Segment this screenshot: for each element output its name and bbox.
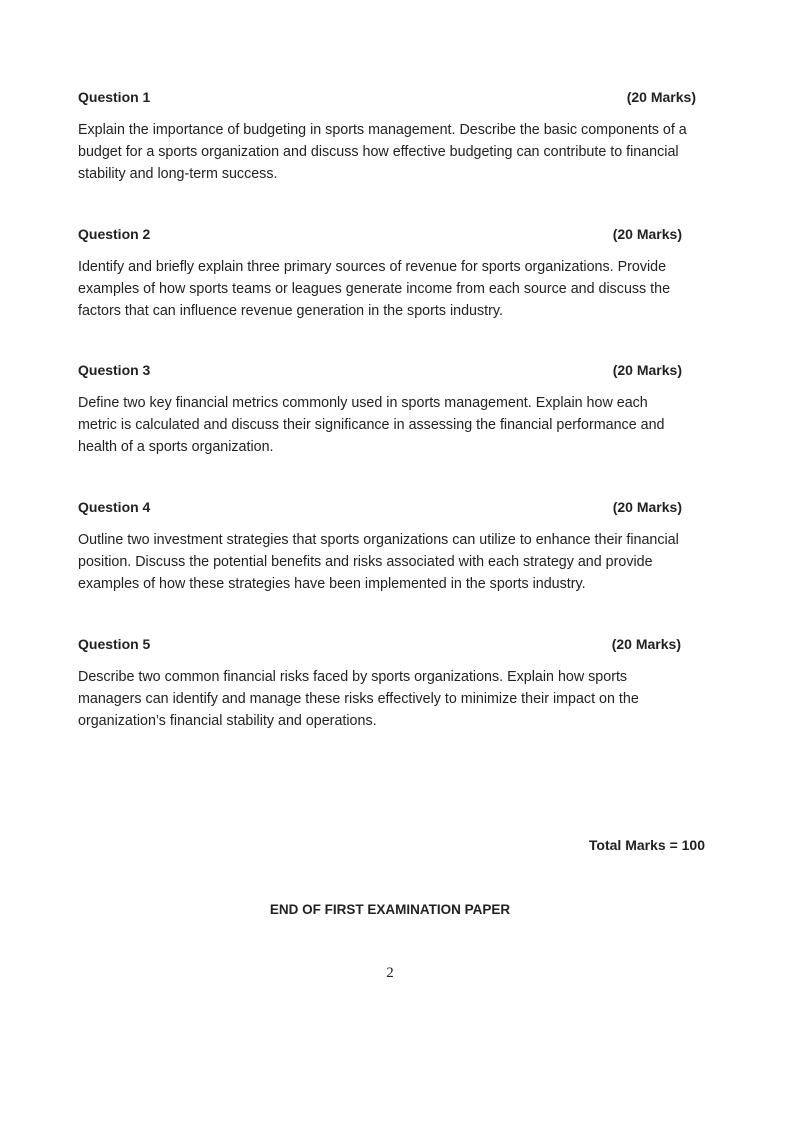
question-marks: (20 Marks) <box>612 499 682 515</box>
question-title: Question 1 <box>78 89 151 105</box>
question-marks: (20 Marks) <box>612 362 682 378</box>
question-5 <box>78 636 681 732</box>
question-marks: (20 Marks) <box>611 636 681 652</box>
total-marks: Total Marks = 100 <box>588 837 705 853</box>
question-text: Define two key financial metrics commonly used in sports management. Explain how each metric is calculated and discuss their significance in assessing the financial performance and health of a sports organization. <box>78 395 665 455</box>
question-marks: (20 Marks) <box>612 226 682 242</box>
question-title: Question 2 <box>78 226 151 242</box>
question-2 <box>78 226 682 322</box>
question-text: Outline two investment strategies that sports organizations can utilize to enhance their financial position. Discuss the potential benefits and risks associated with each strategy and provide examples of how these strategies have been implemented in the sports industry. <box>78 532 679 592</box>
question-title: Question 3 <box>78 362 151 378</box>
question-title: Question 4 <box>78 499 151 515</box>
question-3 <box>78 362 682 458</box>
question-title: Question 5 <box>78 636 151 652</box>
page-number: 2 <box>386 965 394 981</box>
end-of-paper: END OF FIRST EXAMINATION PAPER <box>269 902 511 917</box>
question-text: Describe two common financial risks faced by sports organizations. Explain how sports managers can identify and manage these risks effectively to minimize their impact on the organization’s financial stability and operations. <box>78 669 639 729</box>
question-text: Identify and briefly explain three primary sources of revenue for sports organizations. Provide examples of how sports teams or leagues generate income from each source and discuss the factors that can influence revenue generation in the sports industry. <box>78 259 671 319</box>
question-4 <box>78 499 682 595</box>
question-text: Explain the importance of budgeting in sports management. Describe the basic components of a budget for a sports organization and discuss how effective budgeting can contribute to financial stability and long-term success. <box>78 122 687 182</box>
question-marks: (20 Marks) <box>626 89 696 105</box>
question-1 <box>78 89 696 185</box>
